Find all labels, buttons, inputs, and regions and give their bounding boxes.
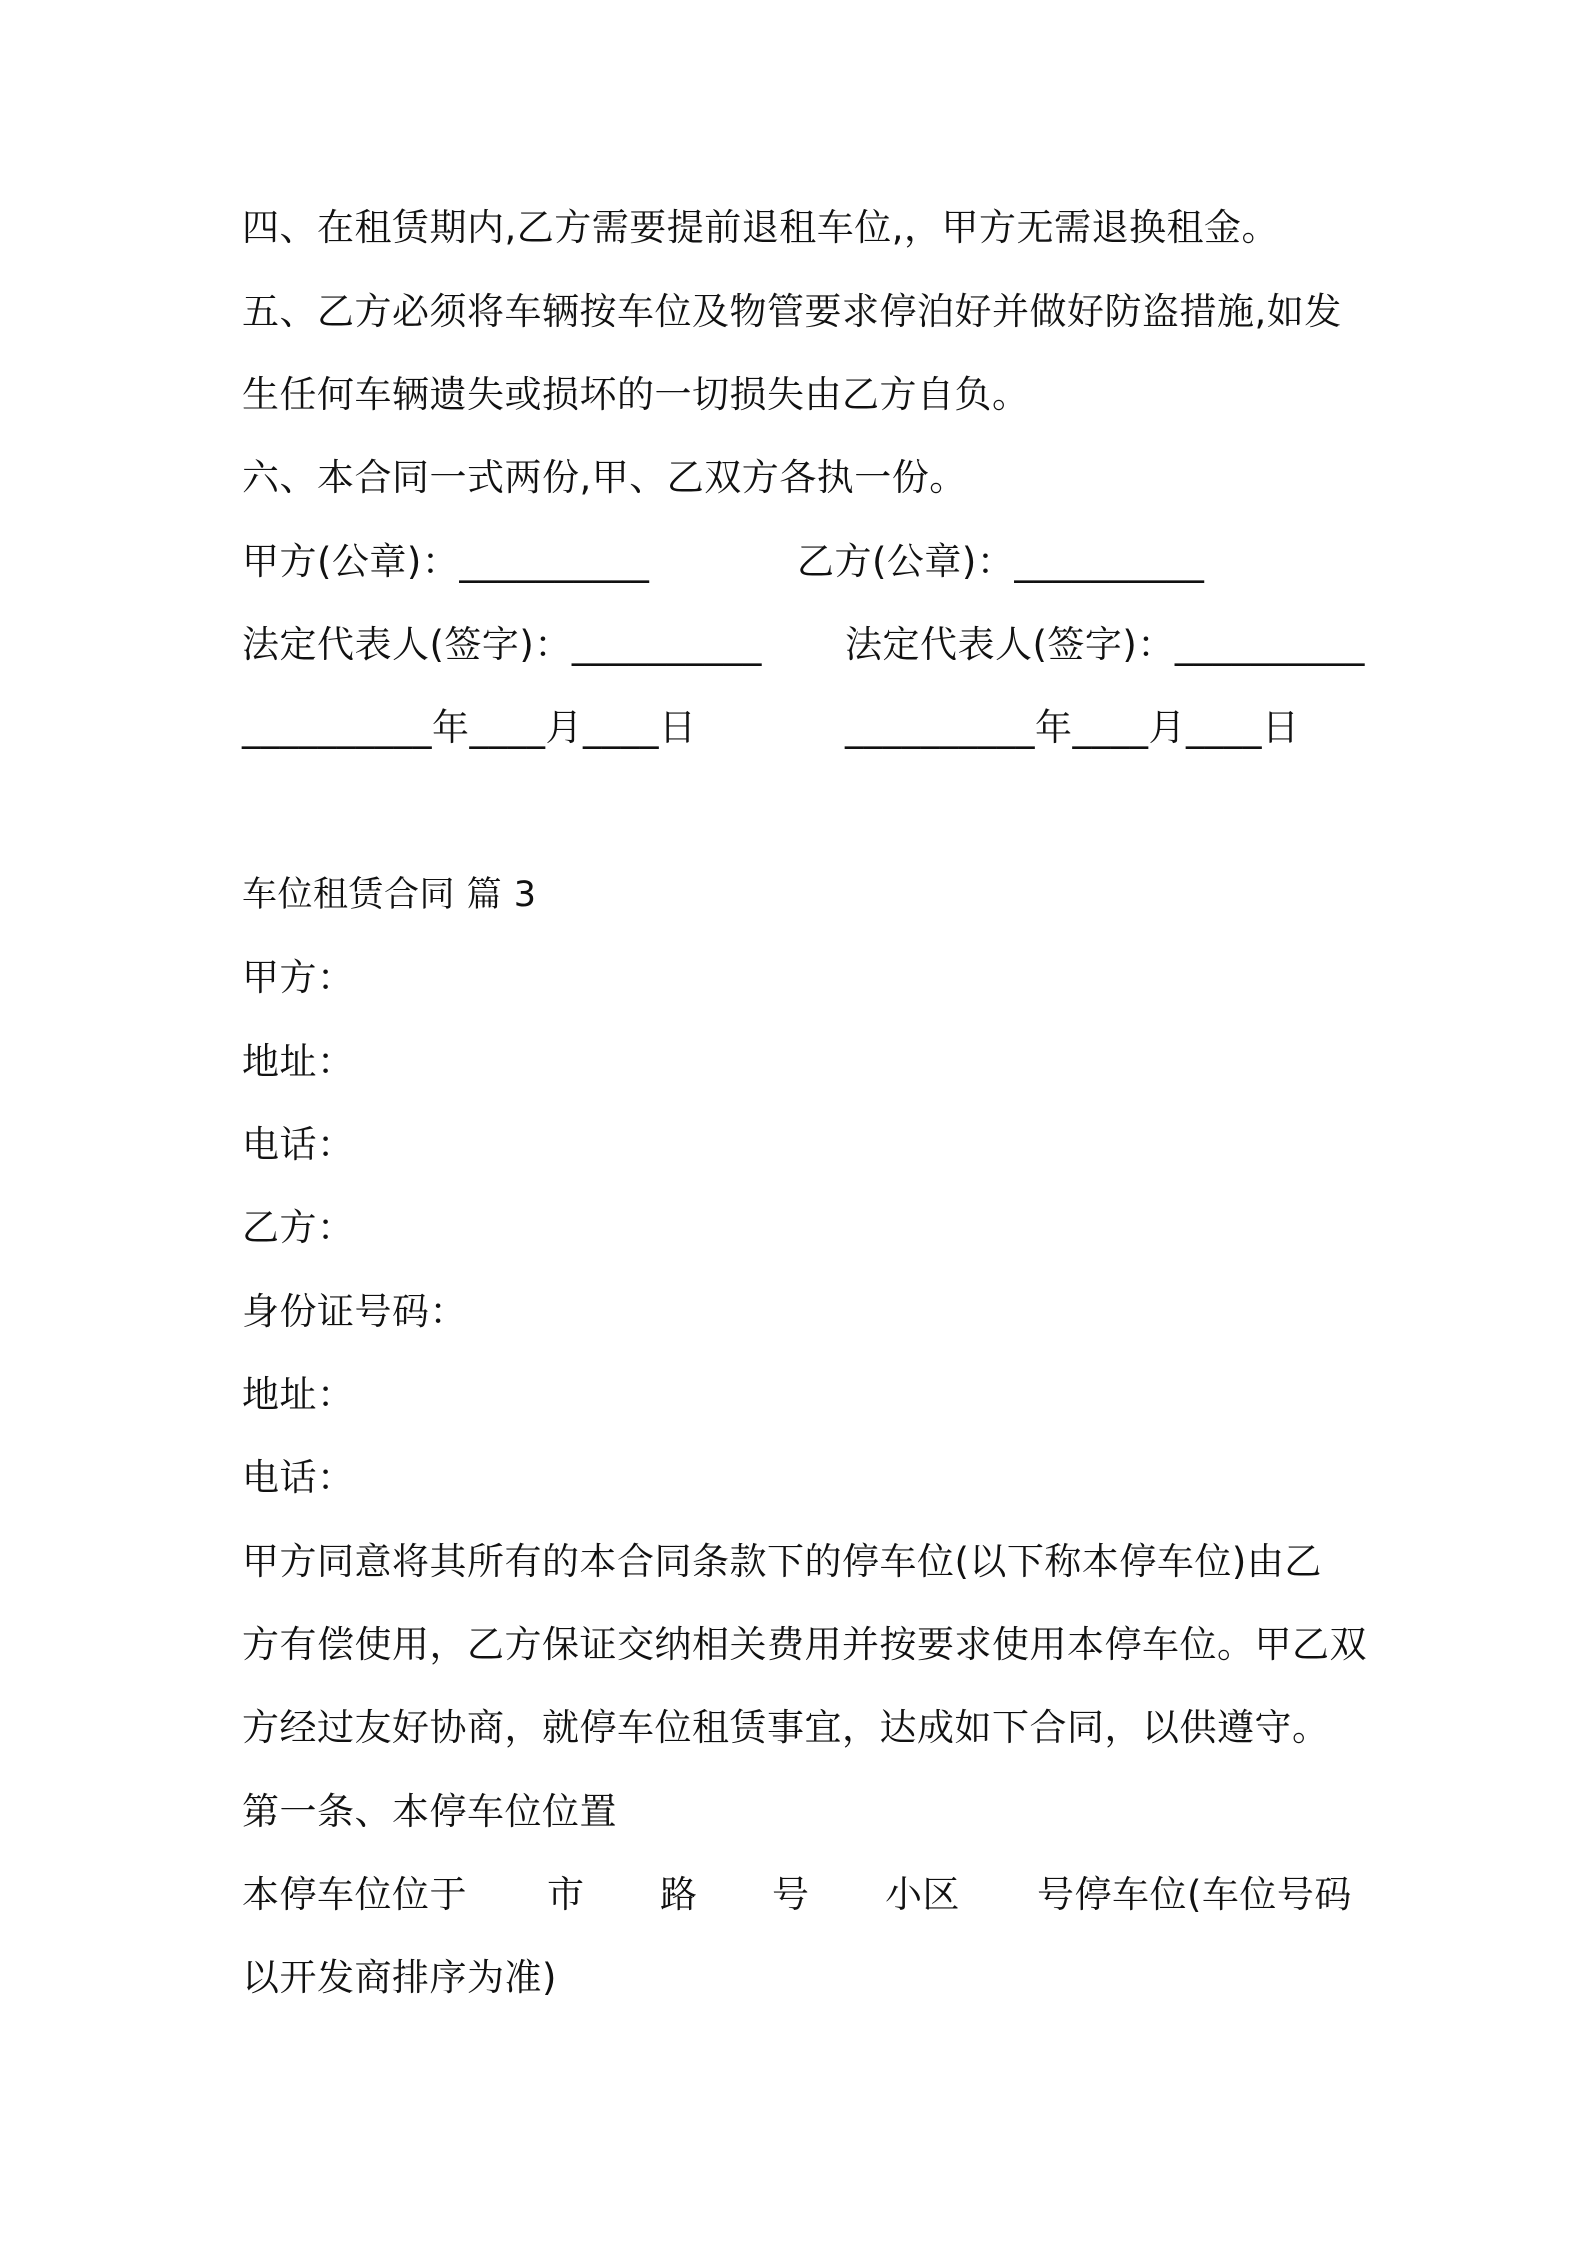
intro-line-2: 方有偿使用，乙方保证交纳相关费用并按要求使用本停车位。甲乙双 [242, 1623, 1367, 1666]
date-b: __________年____月____日 [845, 706, 1300, 749]
intro-line-3: 方经过友好协商，就停车位租赁事宜，达成如下合同，以供遵守。 [242, 1706, 1330, 1749]
location-line-2: 以开发商排序为准) [242, 1956, 557, 1999]
address-a-label: 地址： [242, 1040, 355, 1083]
clause-6: 六、本合同一式两份,甲、乙双方各执一份。 [242, 456, 967, 499]
party-b-seal: 乙方(公章)：__________ [797, 540, 1205, 583]
signature-date-row [242, 703, 1352, 753]
address-b-label: 地址： [242, 1373, 355, 1416]
signature-rep-row [242, 620, 1365, 670]
phone-b-label: 电话： [242, 1456, 355, 1499]
party-a-label: 甲方： [242, 956, 355, 999]
location-part: 本停车位位于 [242, 1873, 467, 1916]
location-part: 市 [547, 1873, 585, 1916]
clause-5-line-2: 生任何车辆遗失或损坏的一切损失由乙方自负。 [242, 373, 1030, 416]
location-part: 路 [660, 1873, 698, 1916]
date-a: __________年____月____日 [242, 706, 697, 749]
location-part: 号 [772, 1873, 810, 1916]
clause-4: 四、在租赁期内,乙方需要提前退租车位,，甲方无需退换租金。 [242, 206, 1280, 249]
legal-rep-b: 法定代表人(签字)：__________ [845, 623, 1365, 666]
phone-a-label: 电话： [242, 1123, 355, 1166]
id-number-label: 身份证号码： [242, 1290, 467, 1333]
party-b-label: 乙方： [242, 1206, 355, 1249]
signature-seal-row [242, 537, 1352, 587]
article-1-title: 第一条、本停车位位置 [242, 1790, 617, 1833]
party-a-seal: 甲方(公章)：__________ [242, 540, 650, 583]
clause-5-line-1: 五、乙方必须将车辆按车位及物管要求停泊好并做好防盗措施,如发 [242, 290, 1342, 333]
legal-rep-a: 法定代表人(签字)：__________ [242, 623, 762, 666]
location-part: 小区 [885, 1873, 960, 1916]
location-part: 号停车位(车位号码 [1037, 1873, 1352, 1916]
contract-3-title: 车位租赁合同 篇 3 [242, 875, 537, 915]
intro-line-1: 甲方同意将其所有的本合同条款下的停车位(以下称本停车位)由乙 [242, 1540, 1322, 1583]
